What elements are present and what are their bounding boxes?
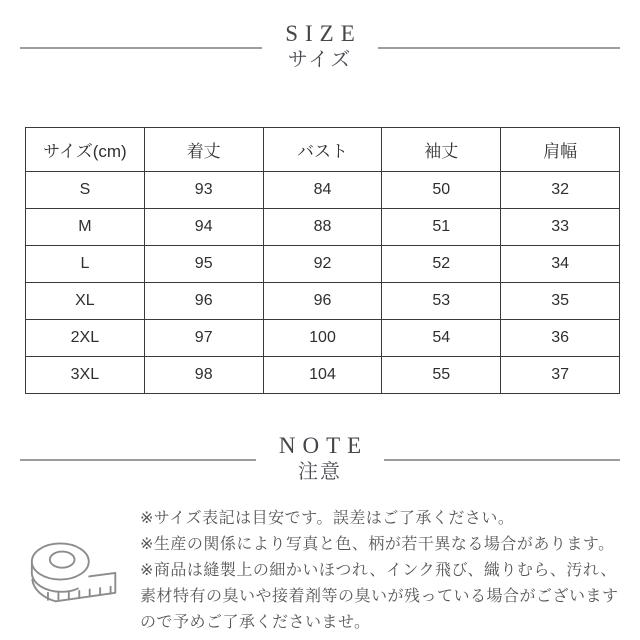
size-section-heading bbox=[20, 21, 620, 74]
size-table bbox=[25, 127, 620, 394]
size-heading-text bbox=[262, 21, 378, 74]
note-line: ※商品は縫製上の細かいほつれ、インク飛び、織りむら、汚れ、 bbox=[140, 562, 617, 579]
note-line: 素材特有の臭いや接着剤等の臭いが残っている場合がございます bbox=[140, 588, 619, 605]
cell-length: 94 bbox=[144, 209, 263, 246]
header-cell-length: 着丈 bbox=[144, 128, 263, 172]
size-divider-right bbox=[378, 47, 620, 49]
note-heading-en: NOTE bbox=[278, 433, 369, 458]
size-heading-ja: サイズ bbox=[287, 49, 353, 71]
note-divider-right bbox=[384, 459, 620, 461]
cell-size: XL bbox=[26, 283, 145, 320]
cell-bust: 84 bbox=[263, 172, 382, 209]
size-divider-left bbox=[20, 47, 262, 49]
table-row-m bbox=[26, 209, 620, 246]
cell-shoulder: 35 bbox=[501, 283, 620, 320]
note-divider-left bbox=[20, 459, 256, 461]
header-cell-bust: バスト bbox=[263, 128, 382, 172]
cell-sleeve: 51 bbox=[382, 209, 501, 246]
cell-bust: 100 bbox=[263, 320, 382, 357]
table-row-l bbox=[26, 246, 620, 283]
cell-length: 97 bbox=[144, 320, 263, 357]
cell-size: L bbox=[26, 246, 145, 283]
tape-measure-icon bbox=[25, 534, 125, 631]
cell-size: M bbox=[26, 209, 145, 246]
cell-size: 2XL bbox=[26, 320, 145, 357]
header-cell-sleeve: 袖丈 bbox=[382, 128, 501, 172]
cell-sleeve: 54 bbox=[382, 320, 501, 357]
cell-shoulder: 36 bbox=[501, 320, 620, 357]
cell-bust: 104 bbox=[263, 357, 382, 394]
cell-shoulder: 32 bbox=[501, 172, 620, 209]
size-table-header-row bbox=[26, 128, 620, 172]
table-row-xl bbox=[26, 283, 620, 320]
cell-sleeve: 52 bbox=[382, 246, 501, 283]
note-heading-text bbox=[256, 433, 384, 486]
cell-bust: 92 bbox=[263, 246, 382, 283]
cell-bust: 96 bbox=[263, 283, 382, 320]
note-line: ※生産の関係により写真と色、柄が若干異なる場合があります。 bbox=[140, 536, 615, 553]
note-heading-ja: 注意 bbox=[298, 461, 342, 483]
cell-length: 96 bbox=[144, 283, 263, 320]
cell-length: 98 bbox=[144, 357, 263, 394]
cell-sleeve: 50 bbox=[382, 172, 501, 209]
size-heading-en: SIZE bbox=[285, 21, 362, 46]
note-lines bbox=[140, 506, 619, 636]
cell-length: 95 bbox=[144, 246, 263, 283]
cell-size: 3XL bbox=[26, 357, 145, 394]
cell-length: 93 bbox=[144, 172, 263, 209]
header-cell-shoulder: 肩幅 bbox=[501, 128, 620, 172]
header-cell-size: サイズ(cm) bbox=[26, 128, 145, 172]
note-line: ので予めご了承くださいませ。 bbox=[140, 614, 371, 631]
cell-shoulder: 37 bbox=[501, 357, 620, 394]
cell-shoulder: 34 bbox=[501, 246, 620, 283]
table-row-s bbox=[26, 172, 620, 209]
cell-bust: 88 bbox=[263, 209, 382, 246]
table-row-3xl bbox=[26, 357, 620, 394]
note-section-heading bbox=[20, 433, 620, 486]
cell-sleeve: 55 bbox=[382, 357, 501, 394]
notes-section bbox=[25, 506, 632, 636]
table-row-2xl bbox=[26, 320, 620, 357]
cell-shoulder: 33 bbox=[501, 209, 620, 246]
cell-sleeve: 53 bbox=[382, 283, 501, 320]
note-line: ※サイズ表記は目安です。誤差はご了承ください。 bbox=[140, 510, 515, 527]
cell-size: S bbox=[26, 172, 145, 209]
